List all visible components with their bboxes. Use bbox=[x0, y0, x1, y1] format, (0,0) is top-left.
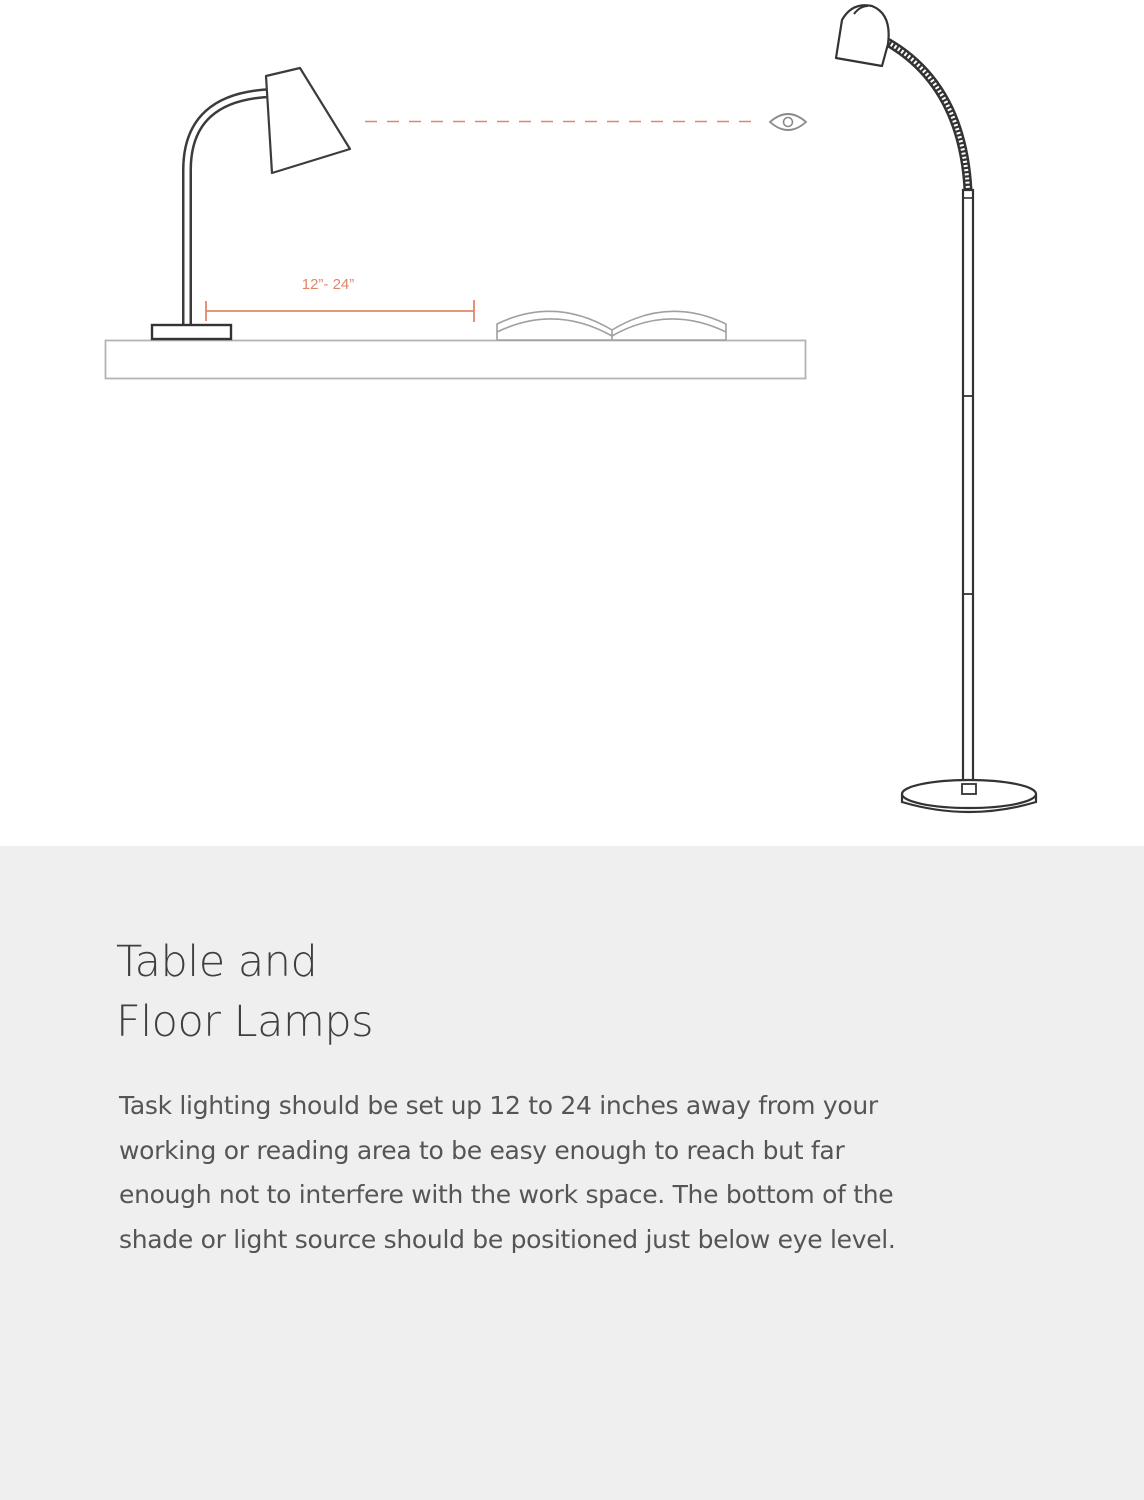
distance-label: 12”- 24” bbox=[301, 276, 355, 293]
description-line: shade or light source should be positioned just below eye level. bbox=[119, 1224, 896, 1254]
table-surface bbox=[106, 341, 806, 379]
heading-line-2: Floor Lamps bbox=[116, 997, 374, 1047]
section-heading bbox=[116, 932, 373, 1052]
floor-lamp-shade bbox=[836, 5, 889, 66]
description-paragraph bbox=[119, 1084, 979, 1262]
description-line: Task lighting should be set up 12 to 24 inches away from your bbox=[119, 1091, 878, 1120]
desk-lamp-arm-inner bbox=[187, 93, 272, 325]
desk-lamp-shade bbox=[266, 68, 350, 173]
floor-lamp-gooseneck bbox=[880, 38, 968, 190]
distance-measure bbox=[206, 276, 474, 322]
open-book-icon bbox=[497, 311, 726, 340]
floor-lamp-pole bbox=[963, 190, 973, 794]
desk-lamp-base bbox=[152, 325, 231, 339]
floor-lamp-base bbox=[902, 780, 1036, 812]
description-line: working or reading area to be easy enough to reach but far bbox=[119, 1135, 845, 1165]
floor-lamp bbox=[836, 5, 1036, 812]
eye-icon bbox=[770, 114, 806, 130]
desk-lamp bbox=[152, 68, 350, 339]
description-line: enough not to interfere with the work space. The bottom of the bbox=[119, 1180, 894, 1209]
heading-line-1: Table and bbox=[116, 937, 318, 987]
info-panel bbox=[0, 846, 1144, 1500]
